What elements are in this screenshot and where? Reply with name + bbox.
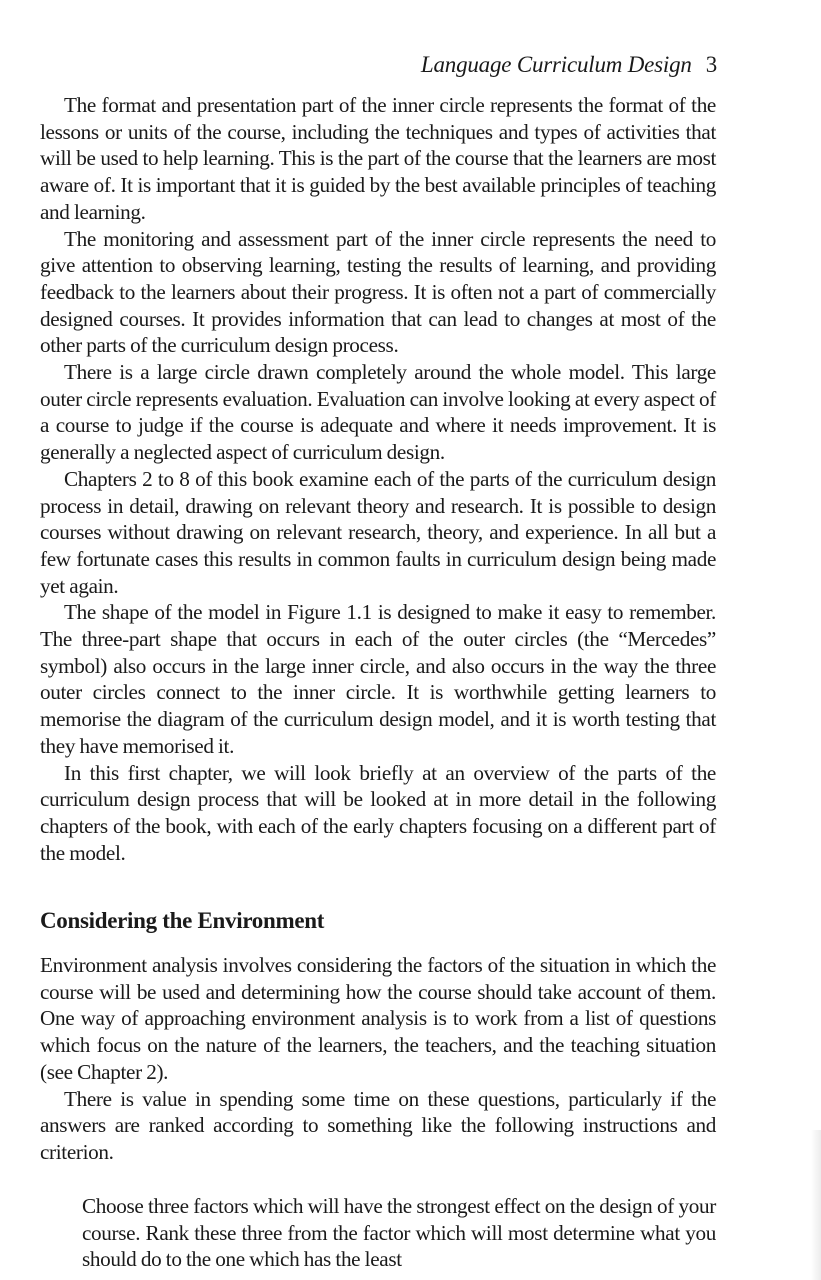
paragraph-chapter-overview: In this first chapter, we will look briefly at an overview of the parts of the curriculum design process that will be looked at in more detail in the following chapters of the book, with each of the early chapters focusing on a different part of the model. [40, 760, 716, 865]
paragraph-model-shape: The shape of the model in Figure 1.1 is designed to make it easy to remember. The three-part shape that occurs in each of the outer circles (the “Mercedes” symbol) also occurs in the large inner circle, and also occurs in the way the three outer circles connect to the inner circle. It is worthwhile getting learners to memorise the diagram of the curriculum design model, and it is worth testing that they have memorised it. [40, 600, 716, 758]
page-edge-shadow [811, 1130, 821, 1280]
section-text [40, 952, 716, 1166]
blockquote-text: Choose three factors which will have the strongest effect on the design of your course. Rank these three from the factor which will most determine what you should do to the one which has the least [82, 1194, 716, 1272]
running-head [421, 52, 717, 78]
paragraph-value: There is value in spending some time on these questions, particularly if the answers are ranked according to something like the following instructions and criterion. [40, 1086, 716, 1164]
paragraph-monitoring-assessment: The monitoring and assessment part of the inner circle represents the need to give attention to observing learning, testing the results of learning, and providing feedback to the learners about their progress. It is often not a part of commercially designed courses. It provides information that can lead to changes at most of the other parts of the curriculum design process. [40, 226, 716, 358]
instruction-blockquote [82, 1193, 716, 1273]
paragraph-chapters: Chapters 2 to 8 of this book examine each of the parts of the curriculum design process in detail, drawing on relevant theory and research. It is possible to design courses without drawing on relevant research, theory, and experience. In all but a few fortunate cases this results in common faults in curriculum design being made yet again. [40, 466, 716, 598]
paragraph-evaluation: There is a large circle drawn completely around the whole model. This large outer circle represents evaluation. Evaluation can involve looking at every aspect of a course to judge if the course is adequate and where it needs improvement. It is generally a neglected aspect of curriculum design. [40, 360, 716, 465]
paragraph-format-presentation: The format and presentation part of the inner circle represents the format of the lessons or units of the course, including the techniques and types of activities that will be used to help learning. This is the part of the course that the learners are most aware of. It is important that it is guided by the best available principles of teaching and learning. [40, 93, 716, 224]
section-heading: Considering the Environment [40, 908, 325, 933]
page-number: 3 [705, 52, 717, 77]
paragraph-environment-analysis: Environment analysis involves considering the factors of the situation in which the course will be used and determining how the course should take account of them. One way of approaching environment analysis is to work from a list of questions which focus on the nature of the learners, the teachers, and the teaching situation (see Chapter 2). [40, 953, 716, 1084]
body-text [40, 92, 716, 866]
running-title: Language Curriculum Design [420, 52, 692, 77]
